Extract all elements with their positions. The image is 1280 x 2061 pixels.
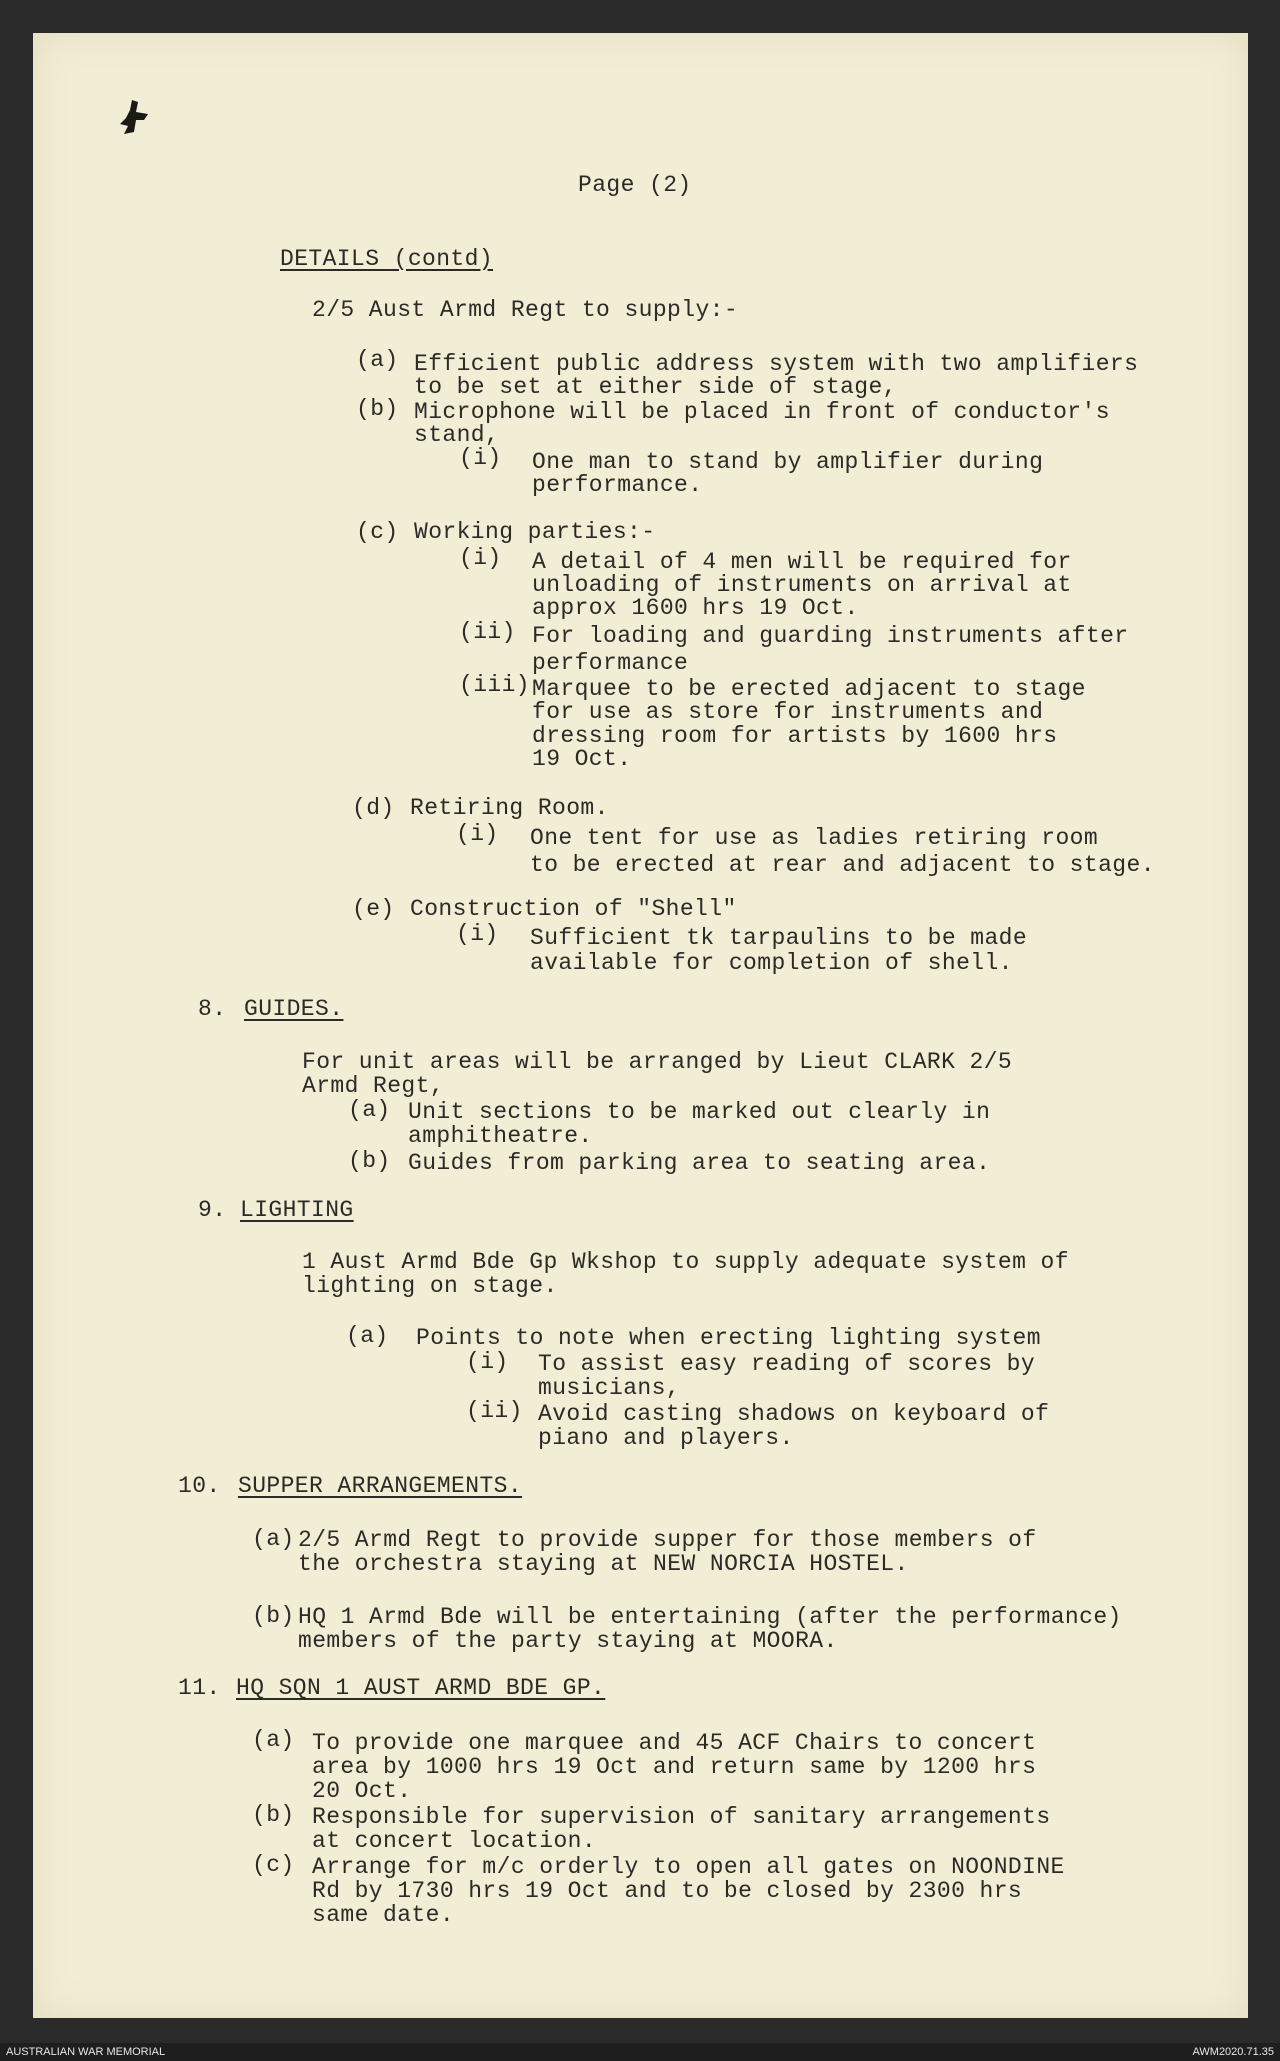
item-line: 2/5 Armd Regt to provide supper for those members of <box>298 1527 1037 1553</box>
item-line: members of the party staying at MOORA. <box>298 1628 838 1654</box>
item-line: piano and players. <box>538 1425 794 1451</box>
item-line: dressing room for artists by 1600 hrs <box>532 723 1058 749</box>
item-line: Points to note when erecting lighting system <box>416 1325 1041 1351</box>
item-line: Construction of "Shell" <box>410 896 737 922</box>
item-marker: (i) <box>456 821 499 847</box>
item-marker: (ii) <box>466 1398 523 1424</box>
item-line: Microphone will be placed in front of conductor's <box>414 399 1110 425</box>
item-marker: (a) <box>252 1727 295 1753</box>
item-marker: (b) <box>348 1148 391 1174</box>
item-marker: (ii) <box>459 619 516 645</box>
item-marker: (b) <box>252 1802 295 1828</box>
item-marker: (d) <box>352 795 395 821</box>
item-marker: (a) <box>356 347 399 373</box>
item-marker: (i) <box>459 545 502 571</box>
section-number: 9. <box>198 1197 227 1223</box>
page-header: Page (2) <box>578 172 692 198</box>
item-marker: (b) <box>252 1603 295 1629</box>
item-line: 19 Oct. <box>532 746 632 772</box>
item-line: to be set at either side of stage, <box>414 374 897 400</box>
item-line: Marquee to be erected adjacent to stage <box>532 676 1086 702</box>
item-marker: (iii) <box>459 672 531 698</box>
item-line: To assist easy reading of scores by <box>538 1351 1036 1377</box>
item-line: Rd by 1730 hrs 19 Oct and to be closed by 2300 hrs <box>312 1878 1023 1904</box>
section-intro-line: lighting on stage. <box>302 1273 558 1299</box>
item-line: amphitheatre. <box>408 1123 593 1149</box>
item-marker: (i) <box>459 445 502 471</box>
item-line: One tent for use as ladies retiring room <box>530 825 1099 851</box>
details-intro: 2/5 Aust Armd Regt to supply:- <box>312 297 739 323</box>
footer-reference: AWM2020.71.35 <box>1192 2046 1274 2058</box>
details-heading: DETAILS (contd) <box>280 246 494 272</box>
item-line: Working parties:- <box>414 519 656 545</box>
item-line: performance <box>532 650 689 676</box>
item-line: Responsible for supervision of sanitary arrangements <box>312 1804 1051 1830</box>
section-number: 10. <box>178 1473 221 1499</box>
hq-sqn-heading: HQ SQN 1 AUST ARMD BDE GP. <box>236 1675 606 1701</box>
item-line: To provide one marquee and 45 ACF Chairs to concert <box>312 1730 1037 1756</box>
item-line: performance. <box>532 472 703 498</box>
item-line: Arrange for m/c orderly to open all gates on NOONDINE <box>312 1854 1065 1880</box>
item-line: Guides from parking area to seating area. <box>408 1150 991 1176</box>
item-line: area by 1000 hrs 19 Oct and return same by 1200 hrs <box>312 1754 1037 1780</box>
item-line: Efficient public address system with two amplifiers <box>414 351 1139 377</box>
item-line: For loading and guarding instruments after <box>532 623 1129 649</box>
item-line: HQ 1 Armd Bde will be entertaining (after the performance) <box>298 1604 1122 1630</box>
item-line: same date. <box>312 1902 455 1928</box>
item-marker: (e) <box>352 896 395 922</box>
document-page <box>33 33 1248 2018</box>
archive-footer <box>0 2043 1280 2061</box>
lighting-heading: LIGHTING <box>240 1197 354 1223</box>
item-line: Retiring Room. <box>410 795 609 821</box>
item-line: A detail of 4 men will be required for <box>532 549 1072 575</box>
item-line: Unit sections to be marked out clearly in <box>408 1099 991 1125</box>
section-number: 8. <box>198 996 227 1022</box>
item-line: musicians, <box>538 1375 681 1401</box>
item-line: stand, <box>414 422 500 448</box>
footer-source: AUSTRALIAN WAR MEMORIAL <box>6 2046 166 2058</box>
section-intro-line: Armd Regt, <box>302 1073 445 1099</box>
item-line: Avoid casting shadows on keyboard of <box>538 1401 1050 1427</box>
item-marker: (i) <box>456 921 499 947</box>
item-marker: (a) <box>346 1323 389 1349</box>
item-line: at concert location. <box>312 1828 597 1854</box>
item-marker: (b) <box>356 396 399 422</box>
item-marker: (i) <box>466 1349 509 1375</box>
section-intro-line: For unit areas will be arranged by Lieut CLARK 2/5 <box>302 1049 1013 1075</box>
item-line: 20 Oct. <box>312 1778 412 1804</box>
item-line: One man to stand by amplifier during <box>532 449 1044 475</box>
item-line: Sufficient tk tarpaulins to be made <box>530 925 1028 951</box>
guides-heading: GUIDES. <box>244 996 344 1022</box>
item-marker: (c) <box>252 1852 295 1878</box>
item-marker: (a) <box>348 1097 391 1123</box>
item-marker: (c) <box>356 519 399 545</box>
ink-blot-mark <box>118 98 158 144</box>
item-line: approx 1600 hrs 19 Oct. <box>532 595 859 621</box>
supper-heading: SUPPER ARRANGEMENTS. <box>238 1473 523 1499</box>
item-marker: (a) <box>252 1526 295 1552</box>
section-number: 11. <box>178 1675 221 1701</box>
item-line: unloading of instruments on arrival at <box>532 572 1072 598</box>
section-intro-line: 1 Aust Armd Bde Gp Wkshop to supply adequate system of <box>302 1249 1069 1275</box>
item-line: for use as store for instruments and <box>532 699 1044 725</box>
item-line: to be erected at rear and adjacent to stage. <box>530 852 1155 878</box>
item-line: available for completion of shell. <box>530 950 1013 976</box>
item-line: the orchestra staying at NEW NORCIA HOSTEL. <box>298 1551 909 1577</box>
